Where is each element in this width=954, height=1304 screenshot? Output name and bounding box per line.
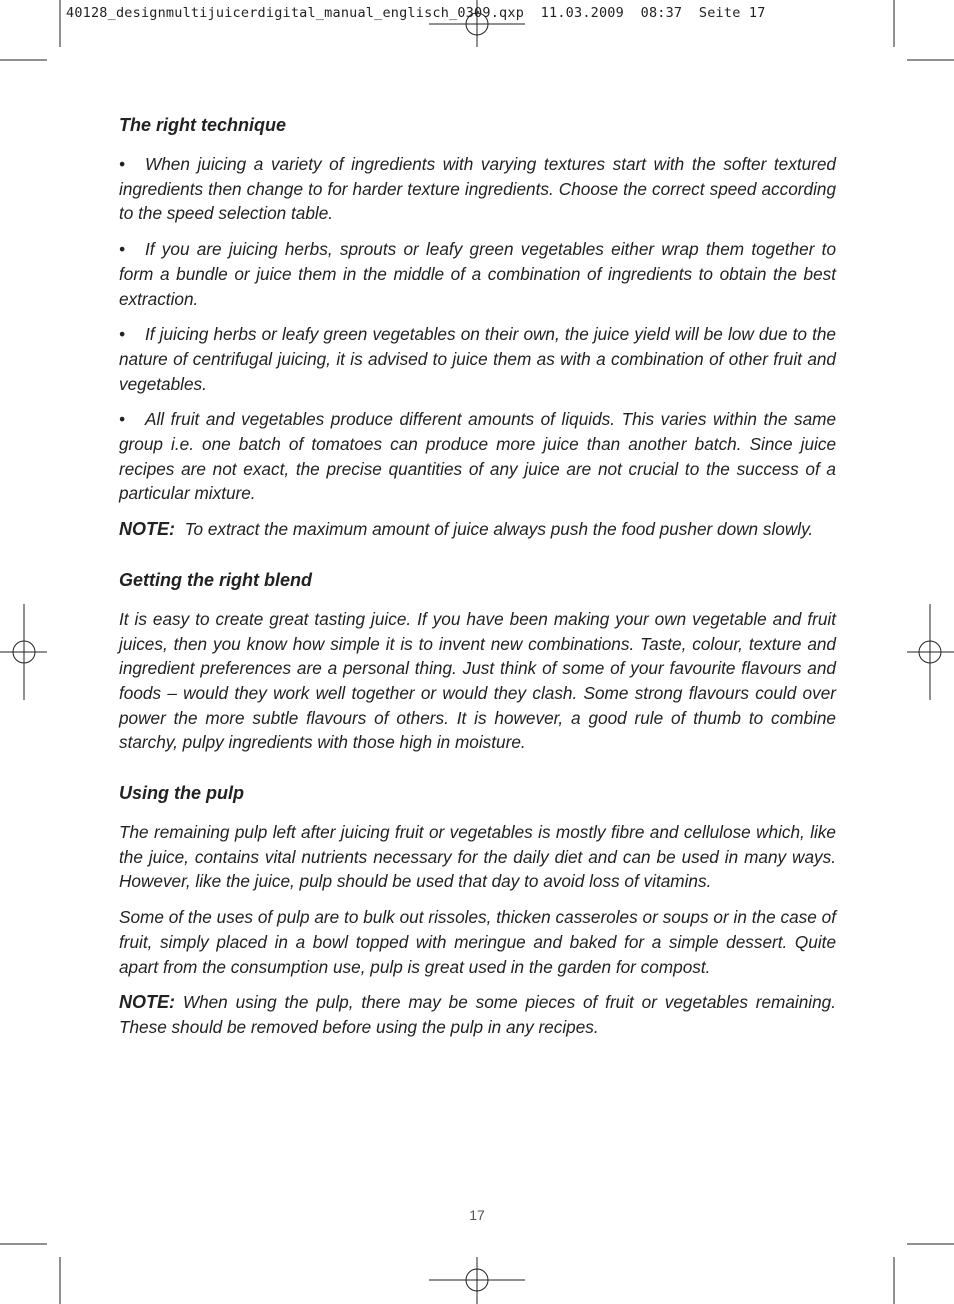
blend-paragraph: It is easy to create great tasting juice. If you have been making your own vegetable and fruit juices, then you know how simple it is to invent new combinations. Taste, colour, texture and ingredient preferences are a personal thing. Just think of some of your favourite flavours and foods – would they work well together or would they clash. Some strong flavours could over power the more subtle flavours of others. It is however, a good rule of thumb to combine starchy, pulpy ingredients with those high in moisture. — [119, 608, 836, 753]
registration-mark-bottom — [429, 1257, 525, 1304]
bullet-marker: • — [119, 239, 126, 260]
technique-note: NOTE: To extract the maximum amount of juice always push the food pusher down slowly. — [119, 519, 814, 540]
heading-using-pulp: Using the pulp — [119, 783, 244, 804]
pulp-note: NOTE: When using the pulp, there may be some pieces of fruit or vegetables remaining. These should be removed before using the pulp in any recipes. — [119, 992, 836, 1037]
technique-bullet-1: • When juicing a variety of ingredients with varying textures start with the softer textured ingredients then change to for harder texture ingredients. Choose the correct speed according to the speed selection table. — [119, 154, 836, 224]
technique-bullet-2: • If you are juicing herbs, sprouts or leafy green vegetables either wrap them together to form a bundle or juice them in the middle of a combination of ingredients to obtain the best extraction. — [119, 239, 836, 309]
bullet-marker: • — [119, 409, 126, 430]
pulp-paragraph-1: The remaining pulp left after juicing fruit or vegetables is mostly fibre and cellulose which, like the juice, contains vital nutrients necessary for the daily diet and can be used in many ways. However, like the juice, pulp should be used that day to avoid loss of vitamins. — [119, 822, 836, 892]
note-label: NOTE: — [119, 519, 175, 540]
bullet-marker: • — [119, 324, 126, 345]
bullet-marker: • — [119, 154, 126, 174]
registration-mark-left — [0, 604, 47, 700]
note-label: NOTE: — [119, 992, 175, 1013]
print-slug-line: 40128_designmultijuicerdigital_manual_englisch_0309.qxp 11.03.2009 08:37 Seite 17 — [66, 5, 766, 21]
registration-mark-right — [907, 604, 954, 700]
page-content — [119, 112, 836, 1051]
technique-bullet-4: • All fruit and vegetables produce different amounts of liquids. This varies within the same group i.e. one batch of tomatoes can produce more juice than another batch. Since juice recipes are not exact, the precise quantities of any juice are not crucial to the success of a particular mixture. — [119, 409, 836, 504]
pulp-paragraph-2: Some of the uses of pulp are to bulk out rissoles, thicken casseroles or soups or in the case of fruit, simply placed in a bowl topped with meringue and baked for a simple dessert. Quite apart from the consumption use, pulp is great used in the garden for compost. — [119, 907, 836, 977]
heading-right-technique: The right technique — [119, 115, 287, 135]
technique-bullet-3: • If juicing herbs or leafy green vegetables on their own, the juice yield will be low due to the nature of centrifugal juicing, it is advised to juice them as with a combination of other fruit and vegetables. — [119, 324, 836, 394]
page-number: 17 — [469, 1207, 485, 1223]
registration-mark-top — [429, 0, 525, 47]
heading-right-blend: Getting the right blend — [119, 569, 312, 590]
